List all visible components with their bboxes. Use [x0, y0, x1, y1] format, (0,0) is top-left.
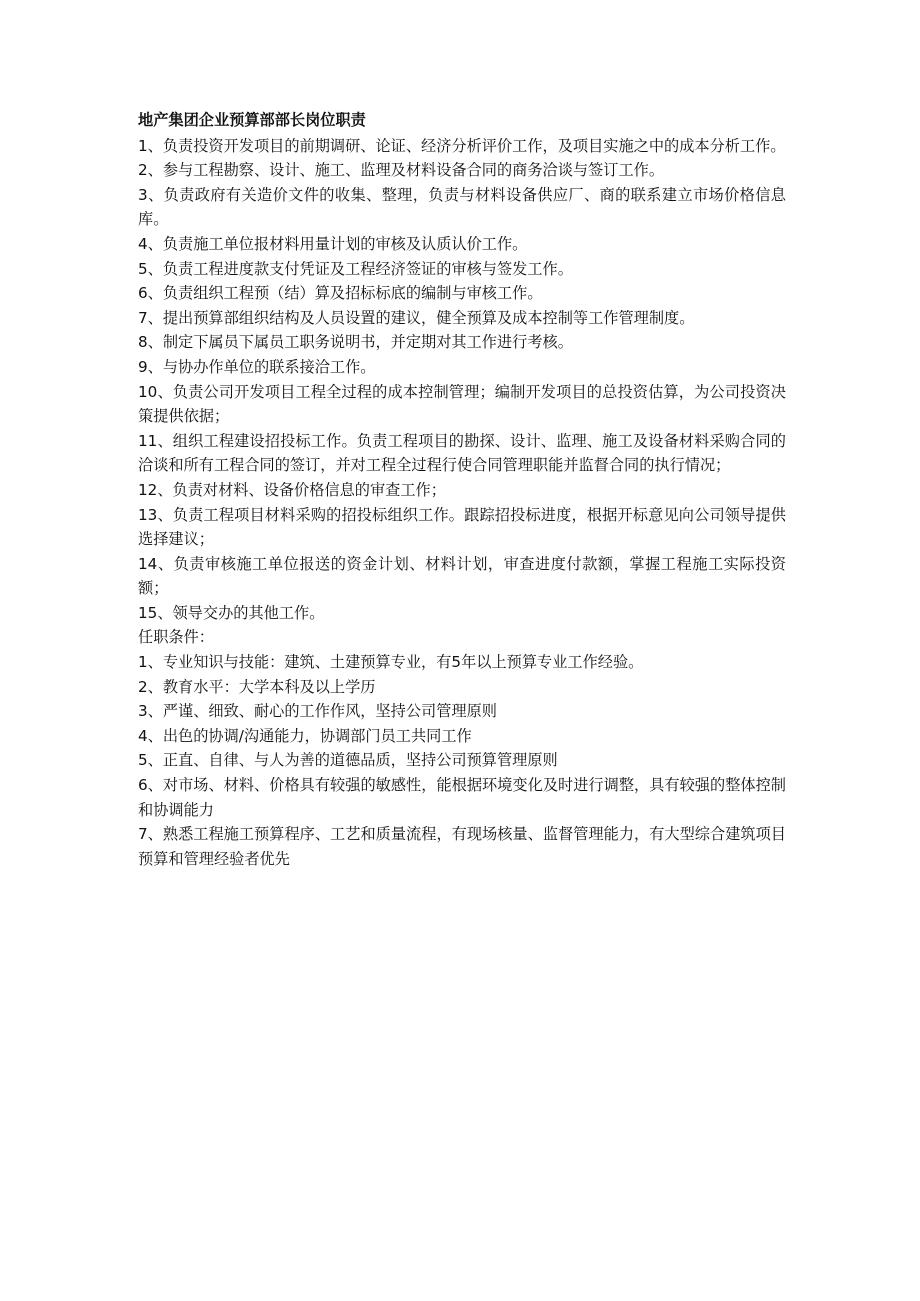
duty-item: 3、负责政府有关造价文件的收集、整理，负责与材料设备供应厂、商的联系建立市场价格信息库。 — [138, 185, 786, 229]
requirement-item: 4、出色的协调/沟通能力，协调部门员工共同工作 — [138, 726, 472, 745]
duty-item: 10、负责公司开发项目工程全过程的成本控制管理；编制开发项目的总投资估算，为公司投资决策提供依据； — [138, 382, 786, 426]
requirement-item: 6、对市场、材料、价格具有较强的敏感性，能根据环境变化及时进行调整，具有较强的整体控制和协调能力 — [138, 776, 786, 819]
requirements-list — [138, 650, 786, 871]
requirements-heading: 任职条件： — [138, 628, 214, 647]
duty-item: 15、领导交办的其他工作。 — [138, 603, 325, 622]
duty-item: 6、负责组织工程预（结）算及招标标底的编制与审核工作。 — [138, 284, 543, 303]
requirement-item: 3、严谨、细致、耐心的工作作风，坚持公司管理原则 — [138, 702, 497, 721]
document-title: 地产集团企业预算部部长岗位职责 — [138, 111, 366, 129]
duty-item: 5、负责工程进度款支付凭证及工程经济签证的审核与签发工作。 — [138, 259, 573, 278]
requirement-item: 5、正直、自律、与人为善的道德品质，坚持公司预算管理原则 — [138, 751, 558, 770]
duties-list — [138, 134, 786, 626]
duty-item: 11、组织工程建设招投标工作。负责工程项目的勘探、设计、监理、施工及设备材料采购合同的洽谈和所有工程合同的签订，并对工程全过程行使合同管理职能并监督合同的执行情况； — [138, 431, 786, 475]
duty-item: 13、负责工程项目材料采购的招投标组织工作。跟踪招投标进度，根据开标意见向公司领导提供选择建议； — [138, 505, 786, 549]
duty-item: 8、制定下属员下属员工职务说明书，并定期对其工作进行考核。 — [138, 333, 573, 352]
duty-item: 7、提出预算部组织结构及人员设置的建议，健全预算及成本控制等工作管理制度。 — [138, 308, 695, 327]
duty-item: 14、负责审核施工单位报送的资金计划、材料计划，审查进度付款额，掌握工程施工实际投资额； — [138, 554, 786, 598]
duty-item: 1、负责投资开发项目的前期调研、论证、经济分析评价工作，及项目实施之中的成本分析工作。 — [138, 136, 786, 155]
requirement-item: 1、专业知识与技能：建筑、土建预算专业，有5年以上预算专业工作经验。 — [138, 653, 644, 672]
document-page — [138, 108, 786, 871]
duty-item: 4、负责施工单位报材料用量计划的审核及认质认价工作。 — [138, 234, 528, 253]
duty-item: 2、参与工程勘察、设计、施工、监理及材料设备合同的商务洽谈与签订工作。 — [138, 161, 665, 180]
duty-item: 9、与协办作单位的联系接洽工作。 — [138, 357, 376, 376]
duty-item: 12、负责对材料、设备价格信息的审查工作； — [138, 480, 446, 499]
requirement-item: 2、教育水平：大学本科及以上学历 — [138, 677, 376, 696]
requirement-item: 7、熟悉工程施工预算程序、工艺和质量流程，有现场核量、监督管理能力，有大型综合建筑项目预算和管理经验者优先 — [138, 825, 786, 868]
